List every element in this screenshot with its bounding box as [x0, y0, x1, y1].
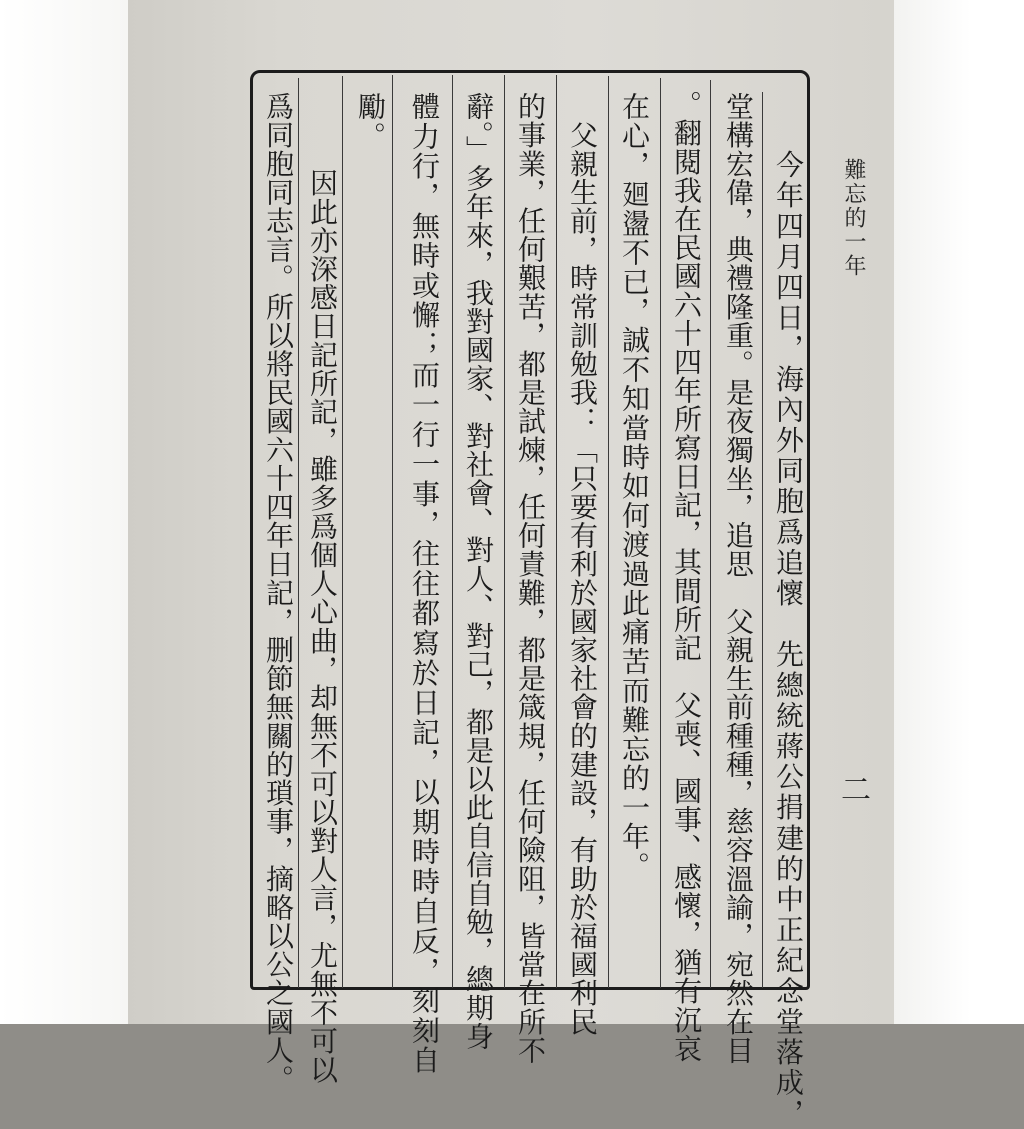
text-column: 今年四月四日，海內外同胞爲追懷 先總統蔣公捐建的中正紀念堂落成，: [772, 150, 805, 1129]
text-column: 因此亦深感日記所記，雖多爲個人心曲，却無不可以對人言，尤無不可以: [306, 140, 339, 1084]
text-column: 辭。」多年來，我對國家、對社會、對人、對己，都是以此自信自勉，總期身: [462, 92, 495, 1051]
text-column: 父親生前，時常訓勉我：「只要有利於國家社會的建設，有助於福國利民: [566, 92, 599, 1036]
text-column: 的事業，任何艱苦，都是試煉，任何責難，都是箴規，任何險阻，皆當在所不: [514, 92, 547, 1065]
column-rule: [298, 78, 299, 988]
text-column: 在心，廻盪不已，誠不知當時如何渡過此痛苦而難忘的一年。: [618, 92, 651, 881]
text-column: 堂構宏偉，典禮隆重。是夜獨坐，追思 父親生前種種，慈容溫諭，宛然在目: [722, 92, 755, 1065]
column-rule: [556, 75, 557, 988]
column-rule: [342, 76, 343, 988]
text-column: 勵。: [354, 92, 387, 151]
column-rule: [762, 92, 763, 988]
text-column: 。翻閱我在民國六十四年所寫日記，其間所記 父喪、國事、感懷，猶有沉哀: [670, 90, 703, 1063]
column-rule: [504, 75, 505, 988]
column-rule: [710, 80, 711, 988]
running-title: 難忘的一年: [841, 158, 866, 278]
column-rule: [392, 75, 393, 988]
text-column: 體力行，無時或懈；而一行一事，往往都寫於日記，以期時時自反，刻刻自: [408, 92, 441, 1076]
text-column: 爲同胞同志言。所以將民國六十四年日記，删節無關的瑣事，摘略以公之國人。: [262, 92, 295, 1093]
left-background: [0, 0, 130, 1024]
right-background: [892, 0, 1024, 1024]
column-rule: [452, 75, 453, 988]
column-rule: [660, 78, 661, 988]
column-rule: [608, 76, 609, 988]
page-number: 二: [841, 773, 871, 808]
